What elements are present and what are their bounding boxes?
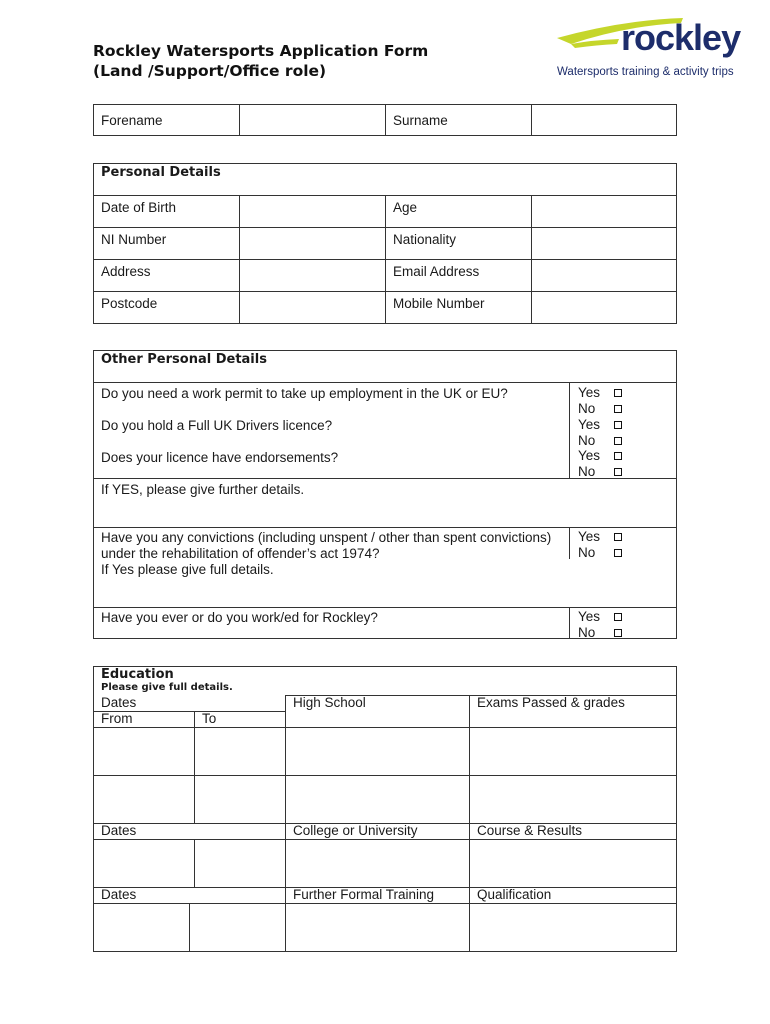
college-field[interactable] xyxy=(286,840,469,887)
conviction-details-field[interactable] xyxy=(94,559,676,607)
licence-yes-label: Yes xyxy=(578,417,601,432)
postcode-label: Postcode xyxy=(101,296,158,311)
age-label: Age xyxy=(393,200,418,215)
ni-label: NI Number xyxy=(101,232,167,247)
exams-field[interactable] xyxy=(470,728,676,775)
dob-field[interactable] xyxy=(240,196,385,227)
surname-label: Surname xyxy=(393,113,448,128)
work-permit-no-checkbox[interactable] xyxy=(614,405,622,413)
training-to-field[interactable] xyxy=(190,904,285,951)
rockley-yes-checkbox[interactable] xyxy=(614,613,622,621)
rockley-history-question: Have you ever or do you work/ed for Rockley? xyxy=(101,610,378,625)
logo-wordmark: rockley xyxy=(621,17,741,58)
exams-label: Exams Passed & grades xyxy=(477,695,625,710)
endorsements-question: Does your licence have endorsements? xyxy=(101,450,339,465)
rockley-no-checkbox[interactable] xyxy=(614,629,622,637)
address-field[interactable] xyxy=(240,260,385,291)
endorsement-details-field[interactable] xyxy=(94,479,676,527)
work-permit-options xyxy=(578,385,638,417)
hs-from-field-2[interactable] xyxy=(94,776,194,823)
further-training-field[interactable] xyxy=(286,904,469,951)
hs-from-field[interactable] xyxy=(94,728,194,775)
email-field[interactable] xyxy=(532,260,676,291)
endorsements-options xyxy=(578,448,638,480)
convictions-question-line2: under the rehabilitation of offender’s act 1974? xyxy=(101,546,380,561)
education-heading: Education xyxy=(101,667,174,682)
personal-details-heading: Personal Details xyxy=(101,165,221,180)
surname-field[interactable] xyxy=(532,105,676,135)
convictions-yes-checkbox[interactable] xyxy=(614,533,622,541)
mobile-field[interactable] xyxy=(532,292,676,323)
form-title-line1: Rockley Watersports Application Form xyxy=(93,42,429,60)
licence-yes-checkbox[interactable] xyxy=(614,421,622,429)
dob-label: Date of Birth xyxy=(101,200,177,215)
high-school-label: High School xyxy=(293,695,366,710)
course-field[interactable] xyxy=(470,840,676,887)
other-details-table xyxy=(93,350,677,639)
hs-to-field-2[interactable] xyxy=(195,776,285,823)
college-dates-label: Dates xyxy=(101,823,137,838)
form-title-line2: (Land /Support/Office role) xyxy=(93,62,327,80)
email-label: Email Address xyxy=(393,264,480,279)
endorsement-details-label: If YES, please give further details. xyxy=(101,482,305,497)
exams-field-2[interactable] xyxy=(470,776,676,823)
ni-field[interactable] xyxy=(240,228,385,259)
postcode-field[interactable] xyxy=(240,292,385,323)
logo-tagline: Watersports training & activity trips xyxy=(557,66,734,78)
other-details-heading: Other Personal Details xyxy=(101,352,267,367)
hs-to-field[interactable] xyxy=(195,728,285,775)
address-label: Address xyxy=(101,264,151,279)
further-training-label: Further Formal Training xyxy=(293,887,435,902)
training-dates-label: Dates xyxy=(101,887,137,902)
rockley-logo xyxy=(553,14,753,84)
form-title xyxy=(93,41,493,81)
convictions-no-label: No xyxy=(578,545,596,560)
work-permit-question: Do you need a work permit to take up employment in the UK or EU? xyxy=(101,386,508,401)
work-permit-no-label: No xyxy=(578,401,596,416)
licence-no-label: No xyxy=(578,433,596,448)
forename-label: Forename xyxy=(101,113,163,128)
qualification-label: Qualification xyxy=(477,887,552,902)
education-subheading: Please give full details. xyxy=(101,682,233,693)
mobile-label: Mobile Number xyxy=(393,296,485,311)
nationality-label: Nationality xyxy=(393,232,457,247)
conviction-details-label: If Yes please give full details. xyxy=(101,562,274,577)
qualification-field[interactable] xyxy=(470,904,676,951)
age-field[interactable] xyxy=(532,196,676,227)
course-label: Course & Results xyxy=(477,823,583,838)
endorsements-no-checkbox[interactable] xyxy=(614,468,622,476)
endorsements-yes-checkbox[interactable] xyxy=(614,452,622,460)
college-label: College or University xyxy=(293,823,418,838)
education-table xyxy=(93,666,677,952)
training-from-field[interactable] xyxy=(94,904,189,951)
hs-to-label: To xyxy=(202,711,217,726)
rockley-history-options xyxy=(578,609,638,641)
rockley-yes-label: Yes xyxy=(578,609,601,624)
rockley-no-label: No xyxy=(578,625,596,640)
hs-dates-label: Dates xyxy=(101,695,137,710)
licence-no-checkbox[interactable] xyxy=(614,437,622,445)
convictions-options xyxy=(578,529,638,561)
personal-details-table xyxy=(93,163,677,324)
high-school-field[interactable] xyxy=(286,728,469,775)
work-permit-yes-checkbox[interactable] xyxy=(614,389,622,397)
hs-from-label: From xyxy=(101,711,133,726)
convictions-yes-label: Yes xyxy=(578,529,601,544)
high-school-field-2[interactable] xyxy=(286,776,469,823)
convictions-question-line1: Have you any convictions (including unspent / other than spent convictions) xyxy=(101,530,552,545)
convictions-no-checkbox[interactable] xyxy=(614,549,622,557)
nationality-field[interactable] xyxy=(532,228,676,259)
licence-options xyxy=(578,417,638,449)
work-permit-yes-label: Yes xyxy=(578,385,601,400)
forename-field[interactable] xyxy=(240,105,385,135)
college-to-field[interactable] xyxy=(195,840,285,887)
endorsements-no-label: No xyxy=(578,464,596,479)
college-from-field[interactable] xyxy=(94,840,194,887)
name-table xyxy=(93,104,677,136)
endorsements-yes-label: Yes xyxy=(578,448,601,463)
licence-question: Do you hold a Full UK Drivers licence? xyxy=(101,418,333,433)
